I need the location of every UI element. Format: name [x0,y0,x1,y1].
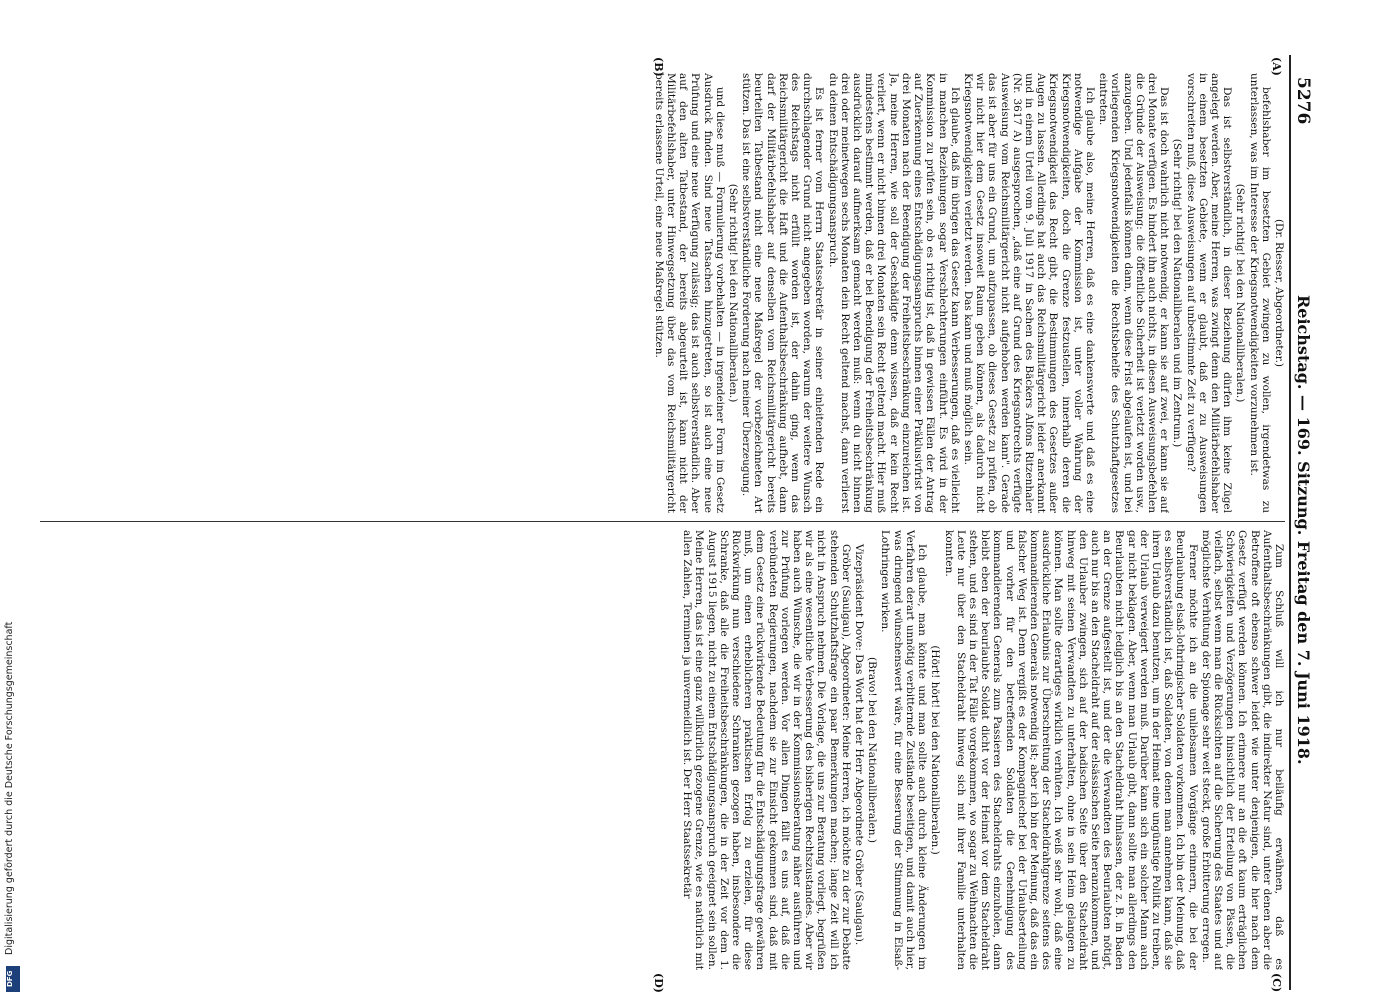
page-header [1289,55,1315,990]
column-divider [40,521,1285,522]
margin-mark-b: (B) [652,57,665,77]
paragraph: befehlshaber im besetzten Gebiet zwingen zu wollen, irgendetwas zu unterlassen, was im Interesse der Kriegsnotwendigkeiten vorzunehmen ist. [1247,73,1272,513]
paragraph: Vizepräsident Dove: Das Wort hat der Herr Abgeordnete Gröber (Saulgau). [853,544,866,946]
interjection: (Sehr richtig! bei den Nationalliberalen und im Zentrum.) [1171,138,1184,448]
interjection: (Sehr richtig! bei den Nationalliberalen.) [1234,183,1247,403]
header-rule [1290,55,1292,990]
interjection: (Hört! hört! bei den Nationalliberalen.) [929,645,942,855]
page-number: 5276 [1293,77,1313,125]
credit-text: Digitalisierung gefördert durch die Deutsche Forschungsgemeinschaft [4,621,15,955]
right-column [35,530,1285,970]
paragraph: und diese muß — Formulierung vorbehalten — in irgendeiner Form im Gesetz Ausdruck finden. Sind neue Tatsachen hinzugetreten, so ist auch eine neue Prüfung und eine neue Verfügung zulässig; das ist auch selbstverständlich. Aber auf den alten Tatbestand, der bereits abgeurteilt ist, kann nicht der Militärbefehlshaber, unter Hinwegsetzung über das vom Reichsmilitärgericht bereits erlassene Urteil, eine neue Maßregel stützen. [652,73,726,513]
paragraph: Gröber (Saulgau), Abgeordneter: Meine Herren, ich möchte zu der zur Debatte stehenden Schutzhaftsfrage ein paar Bemerkungen machen; lange Zeit will ich nicht in Anspruch nehmen. Die Vorlage, die uns zur Beratung vorliegt, begrüßen wir als eine wesentliche Verbesserung des bisherigen Rechtszustandes. Aber wir haben auch Wünsche, die wir in der Kommissionsberatung näher ausführen und zur Prüfung vorlegen werden. Vor allen Dingen fällt es uns auf, daß die verbündeten Regierungen, nachdem sie zur Einsicht gekommen sind, daß mit dem Gesetz eine rückwirkende Bedeutung für die Entschädigungsfrage gewähren muß, um einen erheblicheren praktischen Erfolg zu erzielen, für diese Rückwirkung nun verschiedene Schranken gezogen haben, insbesondere die Schranke, daß alle die Freiheitsbeschränkungen, die in der Zeit vor dem 1. August 1915 liegen, nicht zu einem Entschädigungsanspruch geeignet sein sollen. Meine Herren, das ist eine ganz willkürlich gezogene Grenze, wie es natürlich mit allen Zahlen, Terminen ja unvermeidlich ist. Der Herr Staatssekretär [681,530,852,970]
paragraph: Ich glaube, man könnte und man sollte auch durch kleine Änderungen im Verfahren derart unnötig verbitternde Zustände beseitigen, und damit auch hier, was dringend wünschenswert wäre, für eine Besserung der Stimmung in Elsaß-Lothringen wirken. [879,530,929,970]
margin-mark-c: (C) [1270,973,1283,993]
page-title: Reichstag. — 169. Sitzung. Freitag den 7. Juni 1918. [1294,295,1313,765]
digitization-credit [4,0,22,1000]
paragraph: Ferner möchte ich an die unliebsamen Vorgänge erinnern, die bei der Beurlaubung elsaß-lothringischer Soldaten vorkommen. Ich bin der Meinung, daß es selbstverständlich ist, daß Soldaten, von denen man annehmen kann, daß sie ihren Urlaub dazu benutzen, um in der Heimat eine ungünstige Politik zu treiben, der Urlaub verweigert werden muß. Darüber kann sich ein solcher Mann auch gar nicht beklagen. Aber, wenn man Urlaub gibt, dann sollte man allerdings den Beurlaubten nicht lediglich bis an den Stacheldraht hinlassen, der z. B. in Baden an der Grenze aufgestellt ist, und der die Verwandten des Beurlaubten nötigt, auch nur bis an den Stacheldraht auf der elsässischen Seite heranzukommen, und den Urlauber zwingen, sich auf der badischen Seite über den Stacheldraht hinweg mit seinen Verwandten zu unterhalten, ohne in sein Heim gelangen zu können. Man sollte derartiges wirklich verhüten. Ich weiß sehr wohl, daß eine ausdrückliche Erlaubnis zur Überschreitung der Stacheldrahtgrenze seitens des kommandierenden Generals notwendig ist; aber ich bin der Meinung, daß das ein falscher Weg ist. Denn vergißt es der Kompagniechef bei der Urlaubserteilung und vorher für den betreffenden Soldaten die Genehmigung des kommandierenden Generals zum Passieren des Stacheldrahts einzuholen, dann bleibt eben der beurlaubte Soldat dicht vor der Heimat vor dem Stacheldraht stehen, und es sind in der Tat Fälle vorgekommen, wo sogar zu Weihnachten die Leute nur über den Stacheldraht hinweg sich mit ihrer Familie unterhalten konnten. [942,530,1199,970]
dfg-logo-icon: DFG [6,966,20,992]
interjection: (Bravo! bei den Nationalliberalen.) [866,657,879,843]
margin-mark-d: (D) [652,973,665,993]
paragraph: Ich glaube also, meine Herren, daß es eine dankenswerte und daß es eine notwendige Aufgabe der Kommission ist, unter voller Wahrung der Kriegsnotwendigkeiten, doch die Grenze festzustellen, innerhalb deren die Kriegsnotwendigkeit das Recht gibt, die Bestimmungen des Gesetzes außer Augen zu lassen. Allerdings hat auch das Reichsmilitärgericht leider anerkannt und in einem Urteil vom 9. Juli 1917 in Sachen des Bäckers Alfons Ritzenhaler (Nr. 3617 A) ausgesprochen, „daß eine auf Grund des Kriegsnotrechts verfügte Ausweisung vom Reichsmilitärgericht nicht aufgehoben werden kann". Gerade das ist aber für uns ein Grund, um aufzupassen, ob dieses Gesetz zu prüfen, ob wir nicht hier dem Gesetz insoweit Raum geben können, als dadurch nicht Kriegsnotwendigkeiten verletzt werden. Das kann und muß möglich sein. [961,73,1096,513]
interjection: (Sehr richtig! bei den Nationalliberalen.) [727,183,740,403]
paragraph: Ich glaube, daß im übrigen das Gesetz kann Verbesserungen, daß es vielleicht in manchen Beziehungen sogar Verschlechterungen einführt. Es wird in der Kommission zu prüfen sein, ob es richtig ist, daß in gewissen Fällen der Antrag auf Zuerkennung eines Entschädigungsanspruchs binnen einer Präklusivfrist von drei Monaten nach der Beendigung der Freiheitsbeschränkung einzureichen ist. Ja, meine Herren, wie soll der Geschädigte denn wissen, daß er kein Recht verliert, wenn er nicht binnen drei Monaten sein Recht geltend macht. Hier muß mindestens bestimmt werden, daß er bei Beendigung der Freiheitsbeschränkung ausdrücklich darauf aufmerksam gemacht werden muß: wenn du nicht binnen drei oder meinetwegen sechs Monaten dein Recht geltend machst, dann verlierst du deinen Entschädigungsanspruch. [826,73,961,513]
margin-mark-a: (A) [1270,57,1283,76]
paragraph: (Dr. Riesser, Abgeordneter.) [1273,218,1285,368]
paragraph: Das ist selbstverständlich, in dieser Beziehung dürfen ihm keine Zügel angelegt werden. Aber, meine Herren, was zwingt denn den Militärbefehlshaber in einem besetzten Gebiete, wenn er glaubt, daß er zu Ausweisungen vorschreiten muß, diese Ausweisungen auf unbestimmte Zeit zu verfügen? [1184,73,1234,513]
left-column [35,73,1285,513]
paragraph: Zum Schluß will ich nur beiläufig erwähnen, daß es Aufenthaltsbeschränkungen gibt, die indirekter Natur sind, unter denen aber die Betroffene oft ebenso schwer leidet wie unter denjenigen, die hier nach dem Gesetz verfügt werden können. Ich erinnere nur an die oft kaum erträglichen Schwierigkeiten und Verzögerungen hinsichtlich der Erteilung von Pässen, die vielfach, selbst wenn man die Rücksichten auf die Sicherung des Staates und auf möglichste Verhütung der Spionage sehr weit steckt, große Erbitterung erregen. [1199,530,1285,970]
paragraph: Es ist ferner vom Herrn Staatssekretär in seiner einleitenden Rede ein durchschlagender Grund nicht angegeben worden, warum der weitere Wunsch des Reichstags nicht erfüllt worden ist, der dahin ging, wenn das Reichsmilitärgericht die Haft und die Aufenthaltsbeschränkung aufhebt, dann darf der Militärbefehlshaber auf denselben vom Reichsmilitärgericht bereits beurteilten Tatbestand nicht eine neue Maßregel der vorbezeichneten Art stützen. Das ist eine selbstverständliche Forderung nach meiner Überzeugung. [740,73,826,513]
paragraph: Das ist doch wahrlich nicht notwendig, er kann sie auf zwei, er kann sie auf drei Monate verfügen. Es hindert ihn auch nichts, in diesen Ausweisungsbefehlen die Gründe der Ausweisung: die öffentliche Sicherheit ist verletzt worden usw., anzugeben. Und jedenfalls können dann, wenn diese Frist abgelaufen ist, und bei vorliegenden Kriegsnotwendigkeiten die Rechtsbehelfe des Schutzhaftgesetzes eintreten. [1097,73,1171,513]
rotated-document-page [25,55,1315,993]
